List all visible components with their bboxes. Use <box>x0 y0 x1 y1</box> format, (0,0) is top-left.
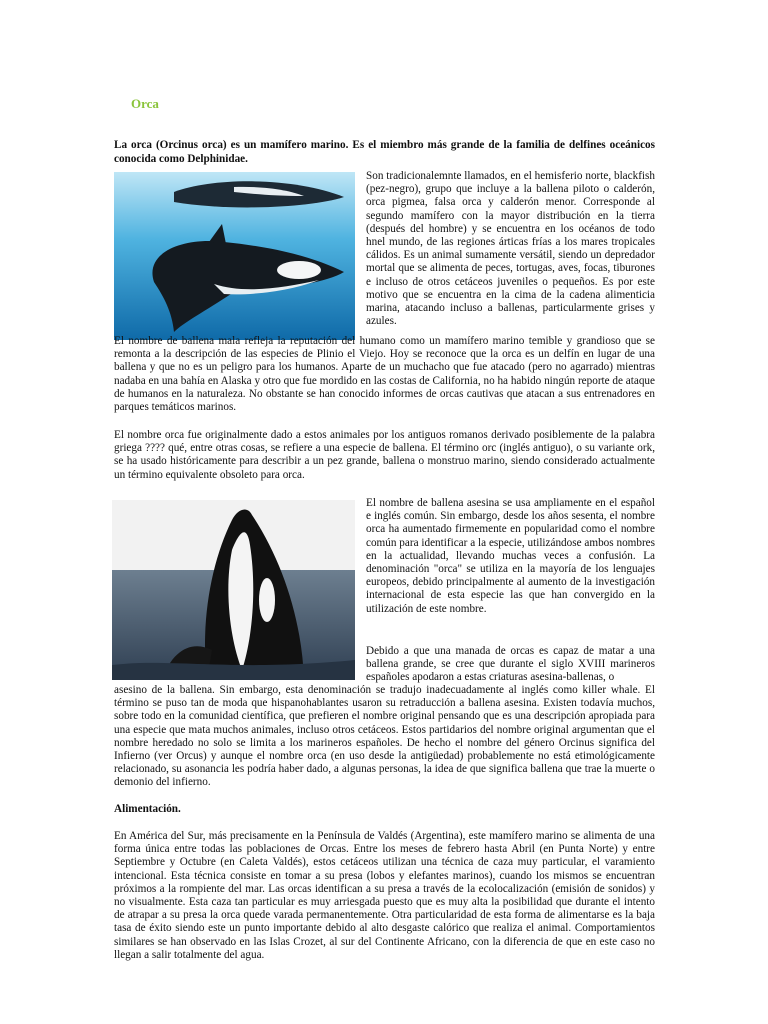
paragraph-2 <box>114 335 655 414</box>
paragraph-2-text: El nombre de ballena mala refleja la reputación del humano como un mamífero marino temible y grandioso que se remonta a la descripción de las especies de Plinio el Viejo. Hoy se reconoce que la orca es un delfín en lugar de una ballena y que no es un peligro para los humanos. Aparte de un muchacho que fue atacado (pero no agarrado) mientras nadaba en una bahía en Alaska y otro que fue mordido en las costas de California, no ha habido ningún reporte de ataque de humanos en la naturaleza. No obstante se han conocido informes de orcas cautivas que atacan a sus entrenadores en parques temáticos marinos. <box>114 335 655 414</box>
paragraph-3-text: El nombre orca fue originalmente dado a estos animales por los antiguos romanos derivado posiblemente de la palabra griega ???? qué, entre otras cosas, se refiere a una especie de ballena. El término orc (inglés antiguo), o su variante ork, se ha usado históricamente para describir a un pez grande, ballena o monstruo marino, siendo considerado actualmente un término equivalente obsoleto para orca. <box>114 429 655 481</box>
paragraph-6-text: asesino de la ballena. Sin embargo, esta denominación se tradujo inadecuadamente al inglés como killer whale. El término se puso tan de moda que hispanohablantes usaron su retraducción a ballena asesina. Existen todavía muchos, sobre todo en la comunidad científica, que prefieren el nombre original pensando que es una descripción apropiada para una especie que mata muchos animales, incluso otros cetáceos. Estos partidarios del nombre original argumentan que el nombre heredado no solo se limita a los marineros españoles. De hecho el nombre del género Orcinus significa del Infierno (ver Orcus) y aunque el nombre orca (en uso desde la antigüedad) probablemente no está etimológicamente relacionado, su asonancia les podría haber dado, a algunas personas, la idea de que significa ballena que trae la muerte o demonio del infierno. <box>114 684 655 789</box>
paragraph-7-text: En América del Sur, más precisamente en la Península de Valdés (Argentina), este mamífero marino se alimenta de una forma única entre todas las poblaciones de Orcas. Entre los meses de febrero hasta Abril (en Punta Norte) y entre Septiembre y Octubre (en Caleta Valdés), estos cetáceos utilizan una técnica de caza muy particular, el varamiento intencional. Esta técnica consiste en tomar a su presa (lobos y elefantes marinos), cuando los mismos se encuentran próximos a la rompiente del mar. Las orcas identifican a su presa a través de la ecolocalización (emisión de sonidos) y no visualmente. Esta caza tan particular es muy arriesgada puesto que es muy alta la posibilidad que durante el intento de atrapar a su presa la orca quede varada permanentemente. Otra particularidad de esta forma de alimentarse es la baja tasa de éxito siendo este un punto importante debido al alto desgaste calórico que realiza el animal. Comportamientos similares se han observado en las Islas Crozet, al sur del Continente Africano, con la diferencia de que en este caso no llegan a salir totalmente del agua. <box>114 830 655 961</box>
document-title: Orca <box>131 96 159 111</box>
paragraph-5 <box>366 645 655 685</box>
paragraph-1 <box>366 170 655 328</box>
paragraph-4-text: El nombre de ballena asesina se usa ampliamente en el español e inglés común. Sin embargo, desde los años sesenta, el nombre orca ha aumentado firmemente en popularidad como el nombre común para identificar a la especie, utilizándose ambos nombres en la actualidad, llevando muchas veces a confusión. La denominación "orca" se utiliza en la mayoría de los lenguajes europeos, debido principalmente al aumento de la investigación internacional de esta especie las que han convergido en la utilización de este nombre. <box>366 497 655 615</box>
orcas-underwater-photo <box>114 172 355 340</box>
paragraph-3 <box>114 429 655 482</box>
paragraph-5-text: Debido a que una manada de orcas es capaz de matar a una ballena grande, se cree que durante el siglo XVIII marineros españoles apodaron a estas criaturas asesina-ballenas, o <box>366 645 655 684</box>
intro-paragraph: La orca (Orcinus orca) es un mamífero marino. Es el miembro más grande de la familia de delfines oceánicos conocida como Delphinidae. <box>114 139 655 165</box>
paragraph-7 <box>114 830 655 962</box>
section-heading-alimentacion: Alimentación. <box>114 803 181 815</box>
paragraph-6 <box>114 684 655 790</box>
orca-spyhopping-photo <box>112 500 355 680</box>
paragraph-1-text: Son tradicionalemnte llamados, en el hemisferio norte, blackfish (pez-negro), grupo que incluye a la ballena piloto o calderón, orca pigmea, falsa orca y calderón menor. Corresponde al segundo mamífero con la mayor distribución en la tierra (después del hombre) y se encuentra en los océanos de todo hnel mundo, de las regiones árticas frías a los mares tropicales cálidos. Es un animal sumamente versátil, siendo un depredador mortal que se alimenta de peces, tortugas, aves, focas, tiburones e incluso de otros cetáceos juveniles o pequeños. Es por este motivo que se encuentra en la cima de la cadena alimenticia marina, atacando incluso a ballenas, particularmente grises y azules. <box>366 170 655 328</box>
paragraph-4 <box>366 497 655 616</box>
